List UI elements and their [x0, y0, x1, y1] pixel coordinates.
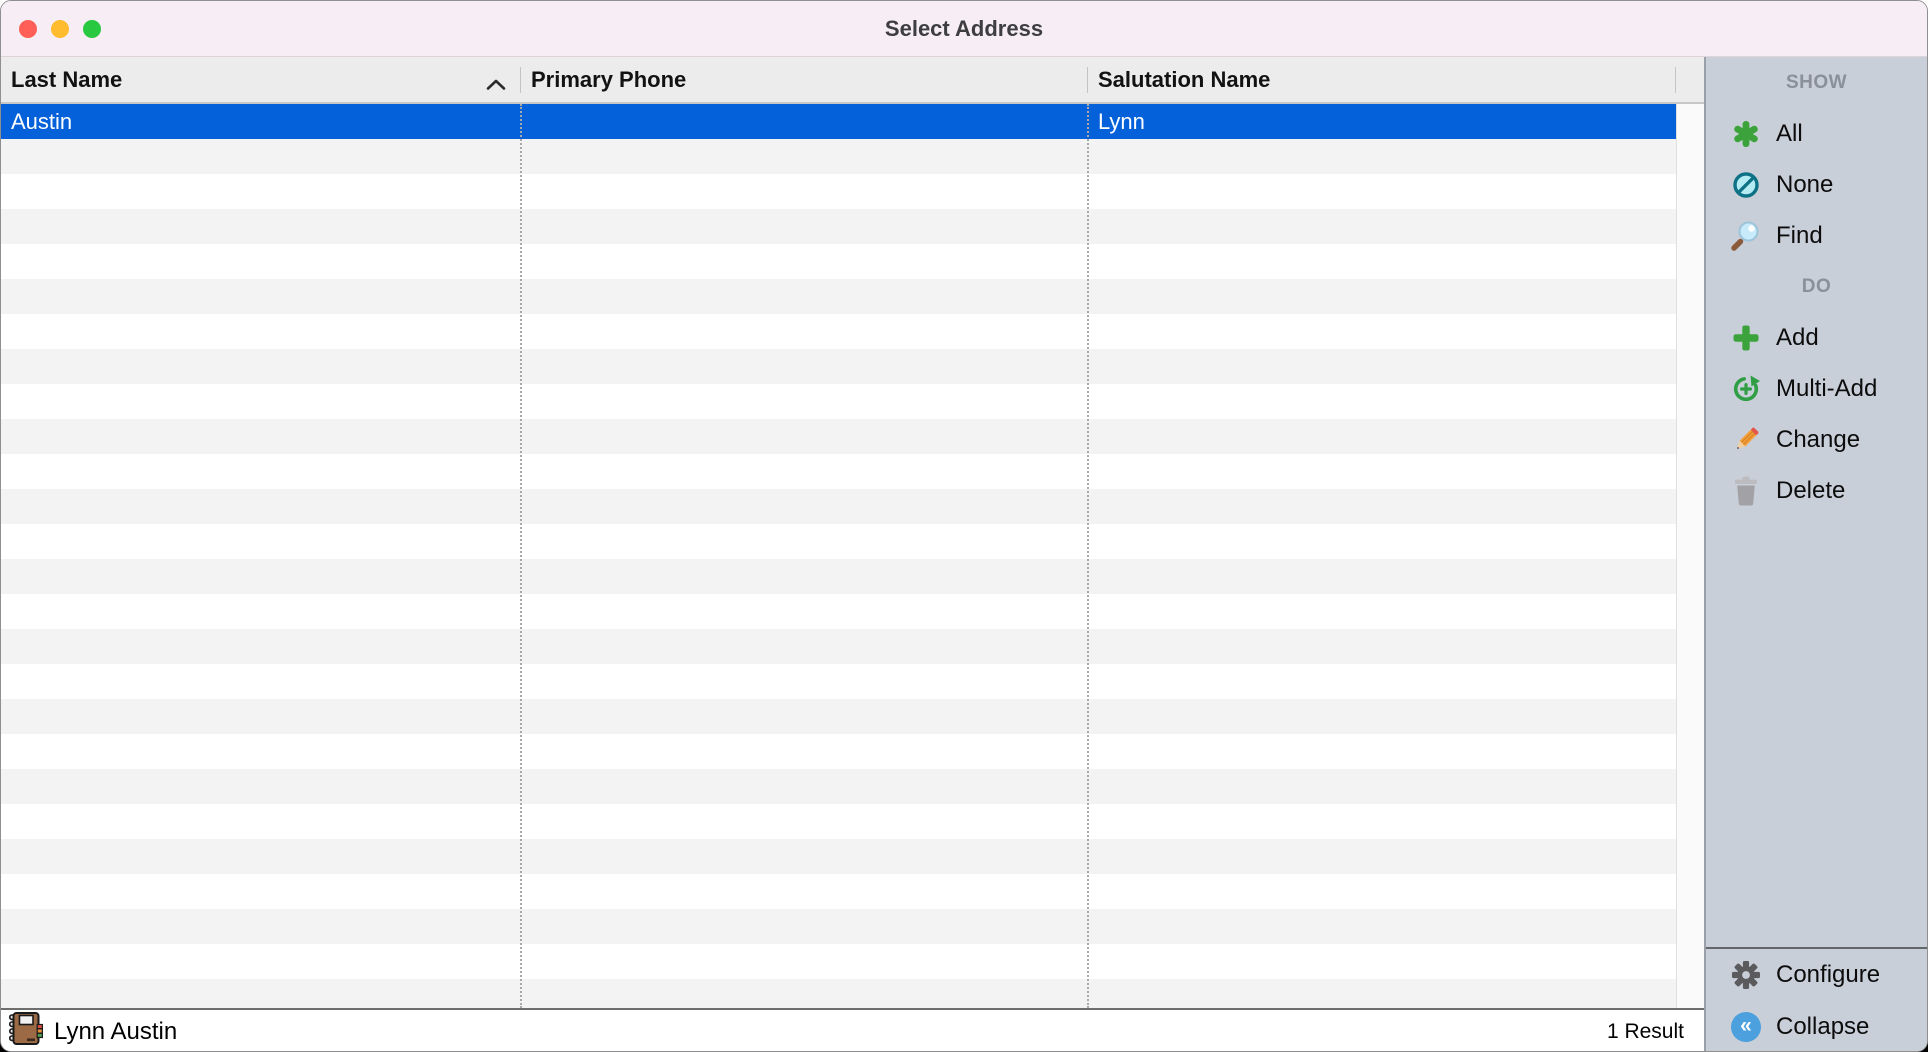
- sidebar-item-label: Multi-Add: [1776, 374, 1878, 402]
- empty-rows-stripes[interactable]: [1, 139, 1676, 1008]
- sidebar-item-delete[interactable]: [1706, 465, 1927, 516]
- address-book-icon: [9, 1012, 45, 1051]
- sidebar-item-add[interactable]: [1706, 312, 1927, 363]
- sidebar-item-configure[interactable]: [1706, 949, 1927, 1001]
- result-count: 1 Result: [1606, 1019, 1684, 1043]
- column-gridline: [520, 104, 522, 1008]
- table-row[interactable]: [1, 104, 1676, 139]
- none-icon: [1730, 169, 1762, 201]
- configure-gear-icon: [1730, 959, 1762, 991]
- cell-salutation-name: Lynn: [1098, 108, 1145, 134]
- table-header: [1, 57, 1704, 104]
- change-pencil-icon: [1730, 424, 1762, 456]
- delete-trash-icon: [1730, 475, 1762, 507]
- sidebar-item-all[interactable]: [1706, 108, 1927, 159]
- sidebar-item-label: Configure: [1776, 961, 1881, 988]
- column-header-primary-phone[interactable]: [521, 57, 1088, 102]
- multi-add-icon: [1730, 373, 1762, 405]
- add-plus-icon: [1730, 322, 1762, 354]
- all-asterisk-icon: [1730, 118, 1762, 150]
- table-body: [1, 104, 1704, 1008]
- column-header-salutation-name[interactable]: [1088, 57, 1676, 102]
- column-header-label: Salutation Name: [1098, 66, 1271, 92]
- sidebar-item-label: Change: [1776, 425, 1861, 453]
- column-header-last-name[interactable]: [1, 57, 521, 102]
- vertical-scrollbar[interactable]: [1676, 104, 1704, 1008]
- window-title: Select Address: [884, 16, 1044, 41]
- sidebar-spacer: [1706, 516, 1927, 947]
- sidebar-item-label: None: [1776, 170, 1834, 198]
- sidebar-item-label: Add: [1776, 323, 1819, 351]
- header-filler: [1676, 57, 1704, 102]
- find-magnifier-icon: [1730, 220, 1762, 252]
- sidebar-item-label: All: [1776, 119, 1803, 147]
- section-header-do: DO: [1801, 276, 1832, 297]
- selected-contact-name: Lynn Austin: [54, 1017, 178, 1045]
- minimize-button[interactable]: [51, 20, 69, 38]
- sidebar-item-label: Find: [1776, 221, 1823, 249]
- sidebar-item-change[interactable]: [1706, 414, 1927, 465]
- sidebar-item-collapse[interactable]: [1706, 1001, 1927, 1052]
- sidebar-item-find[interactable]: [1706, 210, 1927, 261]
- titlebar[interactable]: [1, 1, 1927, 57]
- sidebar-item-none[interactable]: [1706, 159, 1927, 210]
- status-bar: [1, 1008, 1704, 1052]
- sidebar-item-label: Collapse: [1776, 1013, 1870, 1040]
- sidebar-item-multi-add[interactable]: [1706, 363, 1927, 414]
- section-header-show: SHOW: [1785, 72, 1848, 93]
- zoom-button[interactable]: [83, 20, 101, 38]
- close-button[interactable]: [19, 20, 37, 38]
- action-sidebar: [1704, 57, 1927, 1052]
- column-gridline: [1087, 104, 1089, 1008]
- cell-last-name: Austin: [11, 108, 73, 134]
- column-header-label: Primary Phone: [531, 66, 687, 92]
- collapse-icon: «: [1730, 1011, 1762, 1043]
- sort-ascending-icon: [485, 72, 507, 98]
- sidebar-item-label: Delete: [1776, 476, 1846, 504]
- traffic-lights: [19, 20, 101, 38]
- column-header-label: Last Name: [11, 66, 123, 92]
- address-table: [1, 57, 1704, 1052]
